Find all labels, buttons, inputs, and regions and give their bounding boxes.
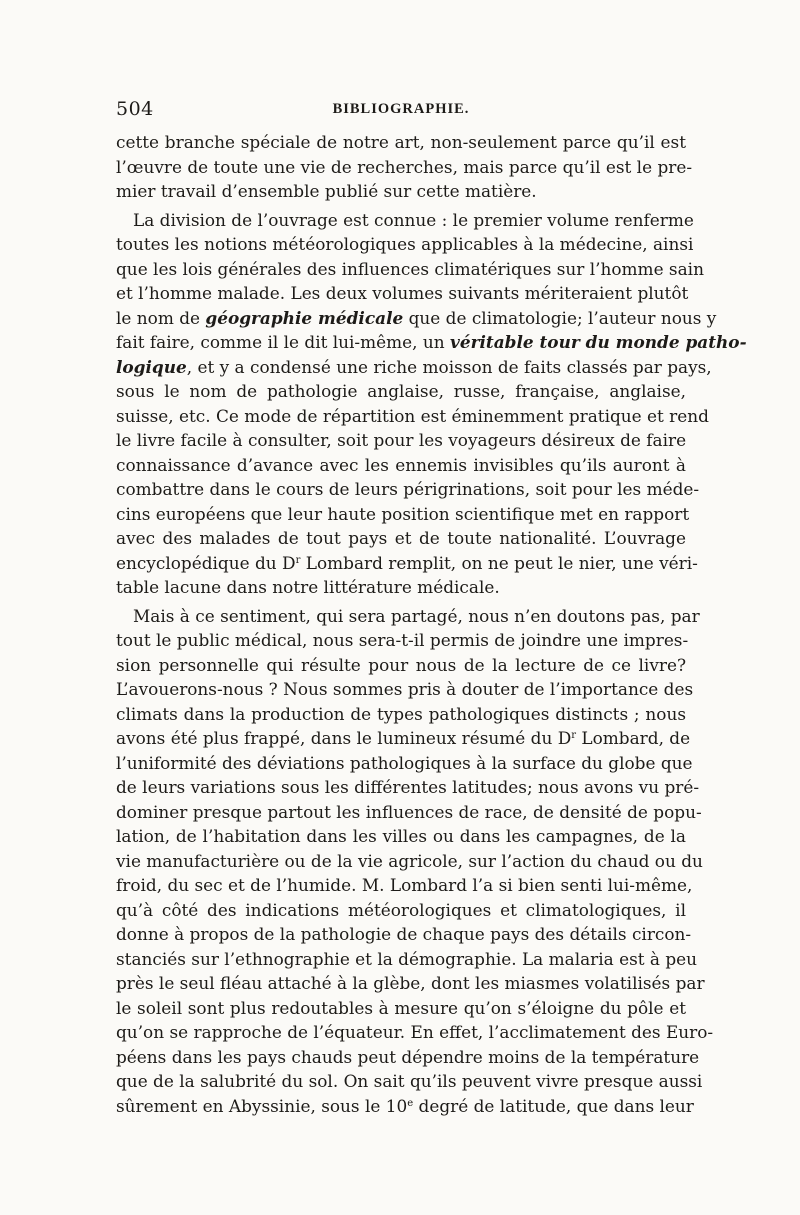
text-line: avec des malades de tout pays et de toute nationalité. L’ouvrage [116, 528, 686, 548]
paragraph [116, 208, 747, 600]
superscript: r [295, 554, 301, 566]
paragraph [116, 604, 714, 1119]
text-line: qu’à côté des indications météorologiques et climatologiques, il [116, 899, 686, 920]
text-line: connaissance d’avance avec les ennemis invisibles qu’ils auront à [116, 454, 686, 475]
superscript: r [571, 730, 577, 741]
text-line: logique, et y a condensé une riche moisson de faits classés par pays, [116, 356, 712, 377]
text-line: le soleil sont plus redoutables à mesure qu’on s’éloigne du pôle et [116, 997, 686, 1018]
text-line: suisse, etc. Ce mode de répartition est éminemment pratique et rend [116, 405, 709, 426]
text-line: qu’on se rapproche de l’équateur. En effet, l’acclimatement des Euro- [116, 1022, 714, 1042]
text-line: que les lois générales des influences climatériques sur l’homme sain [116, 258, 704, 279]
text-line: vie manufacturière ou de la vie agricole, sur l’action du chaud ou du [116, 850, 703, 871]
italic-term: véritable tour du monde patho- [450, 332, 747, 352]
superscript: e [407, 1097, 414, 1109]
text-line: fait faire, comme il le dit lui-même, un véritable tour du monde patho- [116, 332, 747, 352]
text-line: lation, de l’habitation dans les villes ou dans les campagnes, de la [116, 826, 686, 846]
text-line: combattre dans le cours de leurs périgrinations, soit pour les méde- [116, 479, 700, 499]
italic-term: géographie médicale [205, 307, 404, 328]
text-line: toutes les notions météorologiques applicables à la médecine, ainsi [116, 234, 694, 254]
text-line: stanciés sur l’ethnographie et la démographie. La malaria est à peu [116, 948, 698, 969]
text-line: L’avouerons-nous ? Nous sommes pris à douter de l’importance des [116, 679, 694, 699]
text-line: près le seul fléau attaché à la glèbe, dont les miasmes volatilisés par [116, 973, 705, 993]
text-line: que de la salubrité du sol. On sait qu’ils peuvent vivre presque aussi [116, 1071, 703, 1091]
text-line: climats dans la production de types pathologiques distincts ; nous [116, 703, 686, 724]
text-line: l’œuvre de toute une vie de recherches, mais parce qu’il est le pre- [116, 156, 693, 177]
text-line: et l’homme malade. Les deux volumes suivants mériteraient plutôt [116, 283, 689, 303]
text-line: le nom de géographie médicale que de climatologie; l’auteur nous y [116, 307, 717, 328]
text-line: le livre facile à consulter, soit pour les voyageurs désireux de faire [116, 430, 687, 450]
text-line: mier travail d’ensemble publié sur cette matière. [116, 181, 537, 201]
text-line: avons été plus frappé, dans le lumineux résumé du $D^r$ Lombard, de [116, 728, 691, 748]
text-line: péens dans les pays chauds peut dépendre moins de la température [116, 1046, 700, 1067]
page-number: 504 [116, 98, 154, 120]
text-line: cette branche spéciale de notre art, non-seulement parce qu’il est [116, 132, 686, 152]
text-line: Mais à ce sentiment, qui sera partagé, nous n’en doutons pas, par [133, 605, 700, 626]
text-line: table lacune dans notre littérature médicale. [116, 577, 500, 597]
text-line: encyclopédique du $D^r$ Lombard remplit, on ne peut le nier, une véri- [116, 552, 698, 573]
page-header [116, 98, 686, 120]
paragraph [116, 130, 693, 204]
text-line: sûrement en Abyssinie, sous le 10e degré de latitude, que dans leur [116, 1095, 694, 1116]
italic-term: logique [116, 356, 187, 377]
text-line: l’uniformité des déviations pathologiques à la surface du globe que [116, 752, 693, 773]
text-line: froid, du sec et de l’humide. M. Lombard l’a si bien senti lui-même, [116, 875, 693, 895]
text-line: dominer presque partout les influences de race, de densité de popu- [116, 801, 702, 822]
text-line: La division de l’ouvrage est connue : le premier volume renferme [133, 209, 694, 230]
text-line: cins européens que leur haute position scientifique met en rapport [116, 503, 690, 524]
text-line: sous le nom de pathologie anglaise, russe, française, anglaise, [116, 381, 686, 401]
text-line: tout le public médical, nous sera-t-il permis de joindre une impres- [116, 630, 689, 650]
running-head: BIBLIOGRAPHIE. [332, 101, 470, 117]
text-line: donne à propos de la pathologie de chaque pays des détails circon- [116, 924, 692, 944]
body-text [116, 130, 747, 1118]
text-line: sion personnelle qui résulte pour nous de la lecture de ce livre? [116, 654, 686, 675]
text-line: de leurs variations sous les différentes latitudes; nous avons vu pré- [116, 777, 700, 797]
